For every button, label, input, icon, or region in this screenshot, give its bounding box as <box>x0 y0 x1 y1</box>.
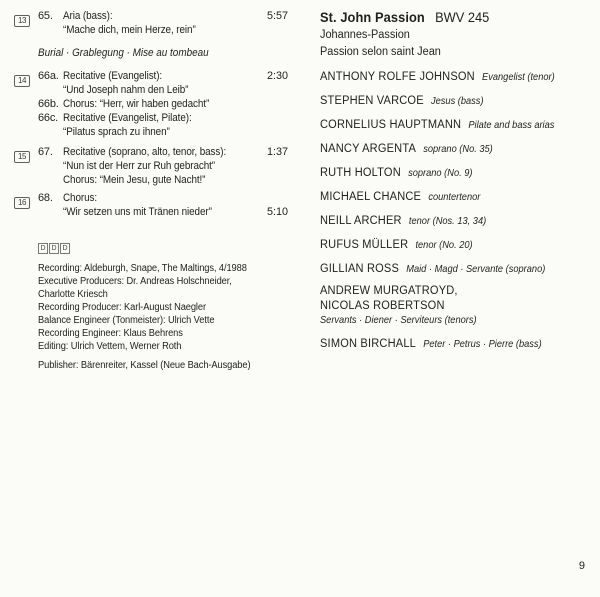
track-lines <box>63 145 287 187</box>
spars-letter: D <box>49 243 59 254</box>
work-title: St. John Passion <box>320 10 425 25</box>
track-line-text: Chorus: “Herr, wir haben gedacht” <box>63 98 210 110</box>
cast-role: tenor (Nos. 13, 34) <box>408 216 487 227</box>
cast-list <box>320 67 595 352</box>
track-lines <box>63 97 287 111</box>
cast-entry <box>320 211 568 229</box>
credit-line: Recording Producer: Karl-August Naegler <box>38 302 206 313</box>
cast-role: Maid · Magd · Servante (soprano) <box>406 264 546 275</box>
cast-entry <box>320 163 568 181</box>
track-number: 65. <box>38 10 53 22</box>
credit-line: Balance Engineer (Tonmeister): Ulrich Vette <box>38 315 215 326</box>
section-heading: Burial · Grablegung · Mise au tombeau <box>38 47 209 59</box>
cast-name: NANCY ARGENTA <box>320 141 417 155</box>
cast-name: CORNELIUS HAUPTMANN <box>320 117 462 131</box>
right-column <box>320 9 595 358</box>
track-row <box>14 191 312 219</box>
track-box-cell <box>14 111 38 112</box>
cast-entry <box>320 67 568 85</box>
track-box-cell <box>14 145 38 164</box>
publisher-line: Publisher: Bärenreiter, Kassel (Neue Bach-Ausgabe) <box>38 360 251 371</box>
track-line-text: “Und Joseph nahm den Leib” <box>63 84 189 96</box>
cast-line <box>320 235 568 253</box>
track-box-cell <box>14 97 38 98</box>
cast-role: Jesus (bass) <box>430 96 484 107</box>
cast-name: RUTH HOLTON <box>320 165 401 179</box>
track-time: 1:37 <box>266 146 288 158</box>
credit-line: Recording: Aldeburgh, Snape, The Maltings, 4/1988 <box>38 263 247 274</box>
track-number: 68. <box>38 192 53 204</box>
cast-entry <box>320 259 568 277</box>
spars-code-badge <box>38 243 312 254</box>
cast-entry <box>320 139 568 157</box>
credit-lines <box>38 262 312 353</box>
cast-entry <box>320 91 568 109</box>
track-box-cell <box>14 69 38 88</box>
work-title-french: Passion selon saint Jean <box>320 45 441 58</box>
track-lines <box>63 9 287 37</box>
cast-name: ANDREW MURGATROYD, <box>320 283 458 297</box>
track-row <box>14 145 312 187</box>
track-lines <box>63 191 287 219</box>
track-line-text: Aria (bass): <box>63 10 113 22</box>
cast-role: Peter · Petrus · Pierre (bass) <box>423 339 542 350</box>
spars-letter: D <box>38 243 48 254</box>
cast-role: soprano (No. 35) <box>423 144 493 155</box>
cast-role: countertenor <box>428 192 481 203</box>
track-row <box>14 111 312 139</box>
track-row <box>14 97 312 111</box>
track-number: 67. <box>38 146 53 158</box>
track-row <box>14 9 312 37</box>
cast-line <box>320 139 568 157</box>
spars-letter: D <box>60 243 70 254</box>
cast-entry <box>320 334 568 352</box>
cast-name: NICOLAS ROBERTSON <box>320 298 445 312</box>
track-number-badge: 14 <box>14 75 30 87</box>
credits-block <box>38 243 312 372</box>
track-line-text: Recitative (Evangelist, Pilate): <box>63 112 192 124</box>
cast-line <box>320 163 568 181</box>
cast-name: GILLIAN ROSS <box>320 261 400 275</box>
track-lines <box>63 69 287 97</box>
cast-line <box>320 115 568 133</box>
work-title-german: Johannes-Passion <box>320 29 410 41</box>
track-line-text: Recitative (Evangelist): <box>63 70 163 82</box>
track-box-cell <box>14 9 38 28</box>
track-line-text: “Mache dich, mein Herze, rein” <box>63 24 196 36</box>
track-list <box>14 9 312 219</box>
track-number: 66a. <box>38 70 59 82</box>
cast-name: SIMON BIRCHALL <box>320 336 417 350</box>
work-title-line <box>320 9 581 27</box>
cast-name: RUFUS MÜLLER <box>320 237 409 251</box>
cast-line <box>320 187 568 205</box>
credit-line: Editing: Ulrich Vettem, Werner Roth <box>38 341 182 352</box>
left-column <box>14 9 312 372</box>
cast-role: Servants · Diener · Serviteurs (tenors) <box>320 315 477 326</box>
track-line-text: Recitative (soprano, alto, tenor, bass): <box>63 146 227 158</box>
page-number: 9 <box>578 560 585 572</box>
track-number-badge: 15 <box>14 151 30 163</box>
cast-line <box>320 334 568 352</box>
cast-name: STEPHEN VARCOE <box>320 93 424 107</box>
cast-name: NEILL ARCHER <box>320 213 402 227</box>
track-box-cell <box>14 191 38 210</box>
cast-entry <box>320 187 568 205</box>
credit-line: Executive Producers: Dr. Andreas Holschneider, <box>38 276 232 287</box>
cast-role: soprano (No. 9) <box>408 168 473 179</box>
track-number-badge: 13 <box>14 15 30 27</box>
cast-line <box>320 91 568 109</box>
track-line-text: Chorus: <box>63 192 98 204</box>
track-number: 66c. <box>38 112 58 124</box>
cast-name: MICHAEL CHANCE <box>320 189 422 203</box>
track-number: 66b. <box>38 98 59 110</box>
cast-entry <box>320 235 568 253</box>
track-number-badge: 16 <box>14 197 30 209</box>
credit-line: Recording Engineer: Klaus Behrens <box>38 328 183 339</box>
track-time: 5:57 <box>266 10 288 22</box>
track-lines <box>63 111 287 139</box>
track-line-text: “Pilatus sprach zu ihnen” <box>63 126 170 138</box>
cast-role: Pilate and bass arias <box>468 120 555 131</box>
cast-role: tenor (No. 20) <box>415 240 473 251</box>
cast-entry <box>320 115 568 133</box>
track-row <box>14 69 312 97</box>
cast-entry <box>320 283 568 328</box>
cast-line <box>320 67 568 85</box>
work-catalog-number: BWV 245 <box>435 10 490 25</box>
track-line-text: “Wir setzen uns mit Tränen nieder” <box>63 206 212 218</box>
credit-line: Charlotte Kriesch <box>38 289 108 300</box>
cast-name: ANTHONY ROLFE JOHNSON <box>320 69 475 83</box>
cast-role: Evangelist (tenor) <box>482 72 555 83</box>
track-line-text: Chorus: “Mein Jesu, gute Nacht!” <box>63 174 206 186</box>
cast-line <box>320 211 568 229</box>
track-line-text: “Nun ist der Herr zur Ruh gebracht” <box>63 160 216 172</box>
track-time: 2:30 <box>266 70 288 82</box>
cast-line <box>320 259 568 277</box>
track-time: 5:10 <box>266 206 288 218</box>
